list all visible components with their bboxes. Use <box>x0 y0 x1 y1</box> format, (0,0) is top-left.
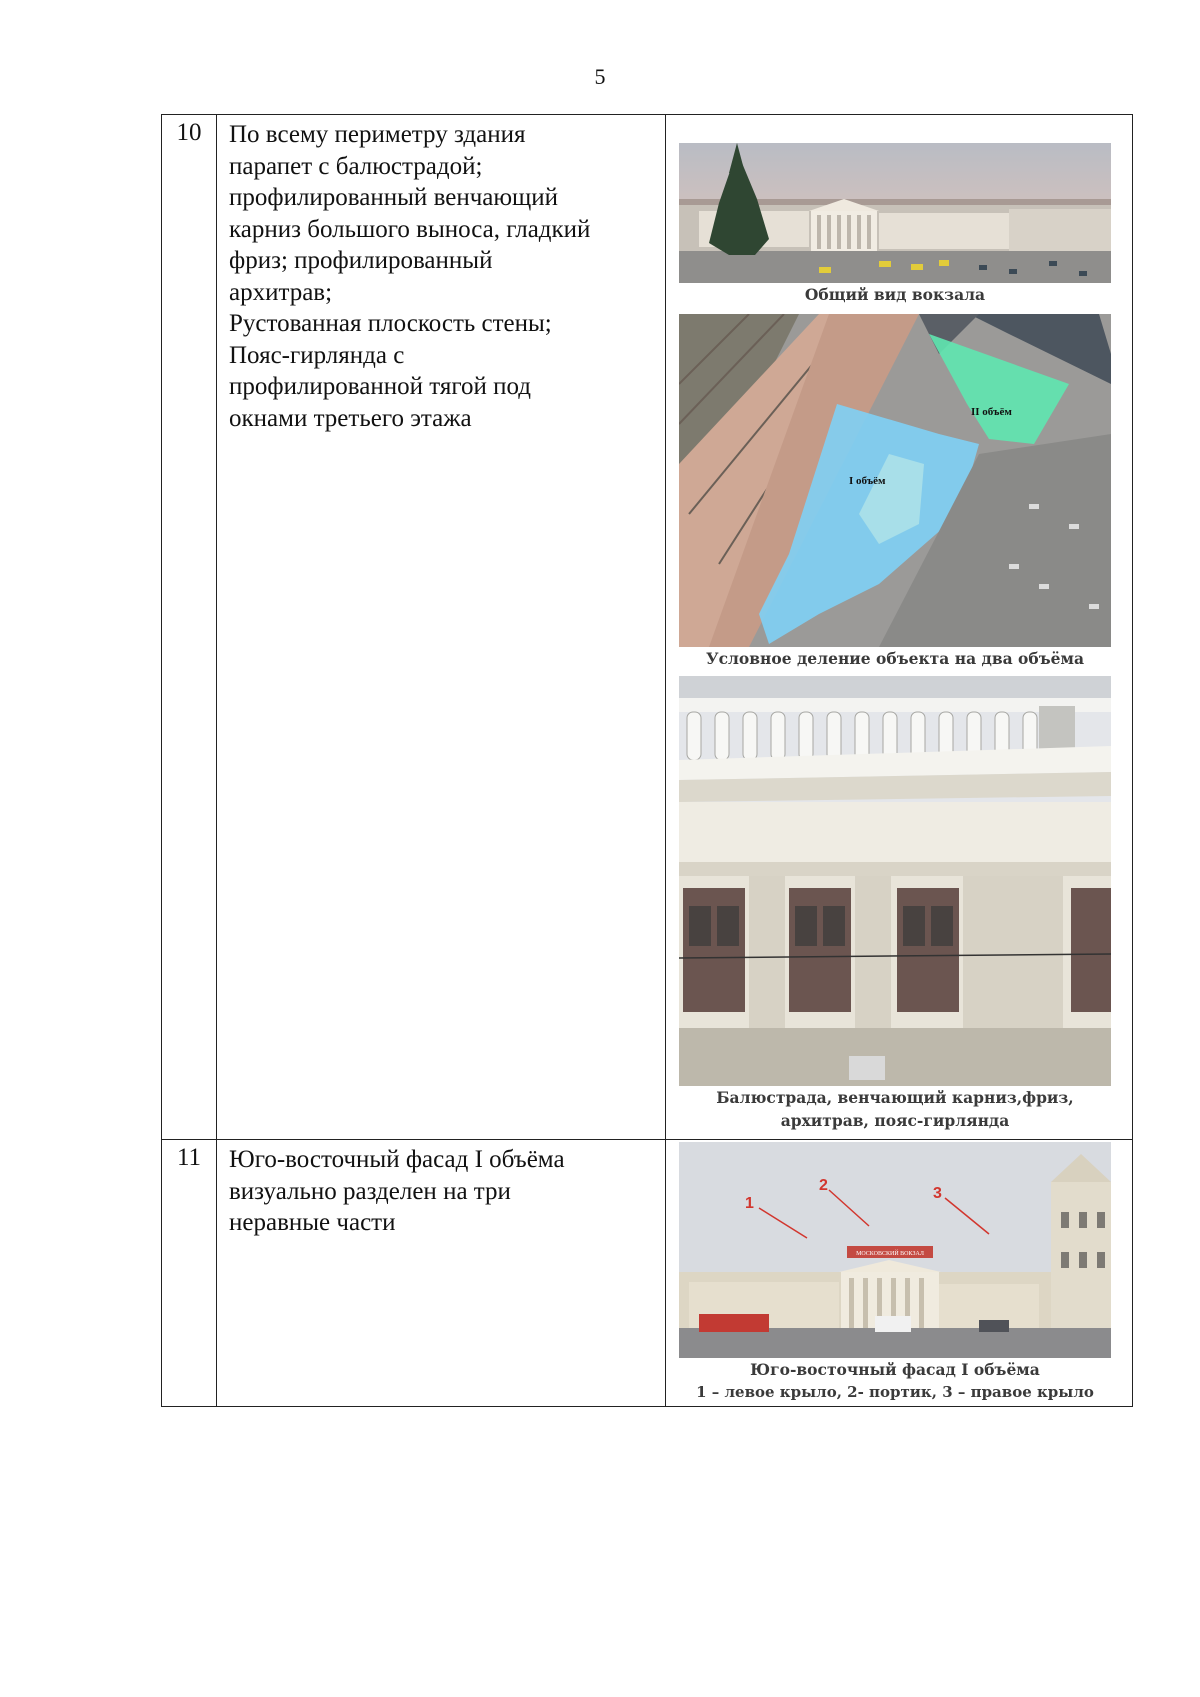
description-line: окнами третьего этажа <box>229 404 472 432</box>
figure-caption: 1 – левое крыло, 2- портик, 3 – правое крыло <box>696 1383 1094 1401</box>
figure-caption: Балюстрада, венчающий карниз,фриз, <box>716 1088 1074 1107</box>
row-images <box>666 1140 1133 1407</box>
facade-photo <box>679 1142 1111 1358</box>
description-line: архитрав; <box>229 278 333 306</box>
aerial-volumes-photo <box>679 314 1111 647</box>
description-line: Пояс-гирлянда с <box>229 341 405 369</box>
description-line: неравные части <box>229 1209 396 1236</box>
marker-1: 1 <box>745 1195 754 1212</box>
figure-caption: архитрав, пояс-гирлянда <box>780 1111 1010 1130</box>
row-description <box>217 115 666 1140</box>
row-number: 10 <box>162 115 217 1140</box>
description-line: По всему периметру здания <box>229 121 526 148</box>
figure-caption: Юго-восточный фасад I объёма <box>750 1360 1040 1379</box>
volume-1-label: I объём <box>849 475 886 487</box>
description-line: Рустованная плоскость стены; <box>229 310 552 337</box>
balustrade-figure <box>679 676 1111 1132</box>
station-panorama-photo <box>679 143 1111 283</box>
description-line: карниз большого выноса, гладкий <box>229 215 591 243</box>
row-number: 11 <box>162 1140 217 1407</box>
marker-3: 3 <box>933 1185 942 1202</box>
table-row <box>162 115 1133 1140</box>
volume-2-label: II объём <box>971 406 1012 418</box>
page-number: 5 <box>594 64 606 89</box>
heritage-table <box>161 114 1133 1407</box>
description-line: парапет с балюстрадой; <box>229 152 483 180</box>
table-row <box>162 1140 1133 1407</box>
description-line: профилированной тягой под <box>229 373 532 400</box>
marker-2: 2 <box>819 1177 828 1194</box>
description-line: фриз; профилированный <box>229 247 493 274</box>
row-description <box>217 1140 666 1407</box>
station-sign-text: МОСКОВСКИЙ ВОКЗАЛ <box>856 1251 924 1257</box>
figure-caption: Условное деление объекта на два объёма <box>705 649 1084 668</box>
aerial-volumes-figure <box>679 314 1111 670</box>
description-line: визуально разделен на три <box>229 1177 511 1205</box>
station-panorama-figure <box>679 143 1111 306</box>
description-line: Юго-восточный фасад I объёма <box>229 1146 565 1173</box>
figure-caption: Общий вид вокзала <box>804 285 986 304</box>
row-images <box>666 115 1133 1140</box>
balustrade-photo <box>679 676 1111 1086</box>
description-line: профилированный венчающий <box>229 184 559 211</box>
facade-figure <box>679 1142 1111 1404</box>
